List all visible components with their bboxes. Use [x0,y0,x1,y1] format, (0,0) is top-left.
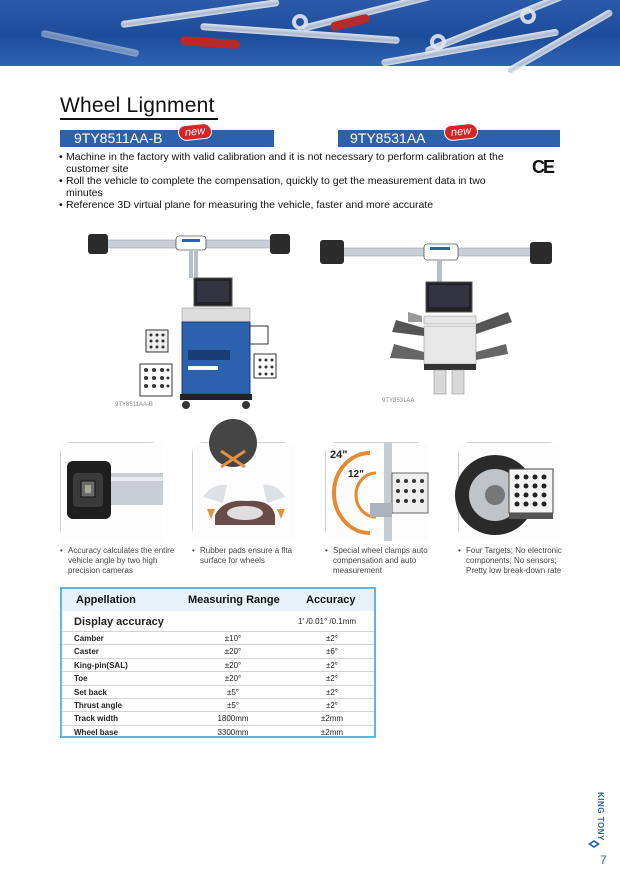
spec-table [60,587,376,738]
spec-table-body [62,631,374,738]
table-row [62,698,374,711]
row-range: 3300mm [217,727,249,737]
row-range: ±5° [226,687,240,697]
row-accuracy: ±2° [325,660,339,670]
row-name: Set back [74,687,107,697]
thumb-caption [458,546,578,576]
thumb-caption-text: • Accuracy calculates the entire vehicle angle by two high precision cameras [68,546,175,575]
feature-item: • Roll the vehicle to complete the compensation, quickly to get the measurement data in two minutes [60,175,520,199]
thumb-caption [325,546,437,576]
feature-item: • Machine in the factory with valid calibration and it is not necessary to perform calibration at the customer site [60,151,520,175]
thumb-caption-text: • Four Targets; No electronic components; No sensors; Pretty low break-down rate [466,546,562,575]
feature-item: • Reference 3D virtual plane for measuring the vehicle, faster and more accurate [60,199,520,211]
table-row [62,631,374,644]
ce-mark: CE [532,157,554,177]
bar-gap [274,130,338,147]
row-accuracy: ±2° [325,674,339,684]
machine-image-2 [312,236,562,401]
model-bar-1 [60,124,560,147]
table-row [62,685,374,698]
clamp-size-large: 24" [330,449,348,461]
thumb-caption-text: • Rubber pads ensure a flta surface for wheels [200,546,293,565]
model-name-2: 9TY8531AA [350,130,426,146]
page-title: Wheel Lignment [60,94,215,117]
row-range: ±20° [224,647,242,657]
thumb-caption [192,546,310,566]
machine-label-2: 9TY8531AA [382,398,415,404]
row-range: ±20° [224,660,242,670]
thumb-caption-text: • Special wheel clamps auto compensation and auto measurement [333,546,428,575]
row-name: King-pin(SAL) [74,660,128,670]
row-name: Track width [74,714,119,724]
row-range: ±10° [224,634,242,643]
new-badge-1: new [177,122,212,141]
spec-table-header [62,589,374,611]
row-accuracy: ±2° [325,687,339,697]
display-accuracy-label: Display accuracy [74,616,164,628]
thumb-rubber-pad [192,442,294,540]
row-name: Wheel base [74,727,119,737]
clamp-size-small: 12" [348,469,364,480]
page-number: 7 [600,853,607,867]
row-range: ±20° [224,674,242,684]
display-accuracy-value: 1' /0.01° /0.1mm [298,617,357,626]
header-banner [0,0,620,66]
table-row [62,671,374,684]
table-row [62,711,374,724]
svg-text:KING TONY: KING TONY [596,792,605,841]
new-badge-2: new [443,122,478,141]
row-accuracy: ±2° [325,634,339,643]
header-appellation: Appellation [76,594,136,606]
table-row [62,658,374,671]
king-tony-logo [586,790,605,850]
model-name-1: 9TY8511AA-B [74,130,163,146]
row-accuracy: ±2° [325,700,339,710]
display-accuracy-row [62,612,374,631]
row-accuracy: ±2mm [320,714,344,724]
thumb-wheel-clamp [325,442,427,540]
machine-label-1: 9TY8511AA-B [115,402,153,408]
feature-list [60,151,520,211]
row-name: Caster [74,647,99,657]
table-row [62,644,374,657]
row-accuracy: ±2mm [320,727,344,737]
header-measuring-range: Measuring Range [188,594,280,606]
thumb-four-targets [458,442,560,540]
thumb-caption [60,546,178,576]
table-row [62,725,374,738]
title-underline [60,118,218,120]
header-accuracy: Accuracy [306,594,356,606]
machine-image-1 [84,230,294,415]
camera-target-icon [61,443,163,541]
row-range: 1800mm [217,714,249,724]
row-name: Camber [74,634,104,643]
row-accuracy: ±6° [325,647,339,657]
rubber-pad-icon [193,443,295,541]
thumb-camera [60,442,162,540]
row-range: ±5° [226,700,240,710]
row-name: Toe [74,674,88,684]
row-name: Thrust angle [74,700,123,710]
four-targets-icon [459,443,561,541]
